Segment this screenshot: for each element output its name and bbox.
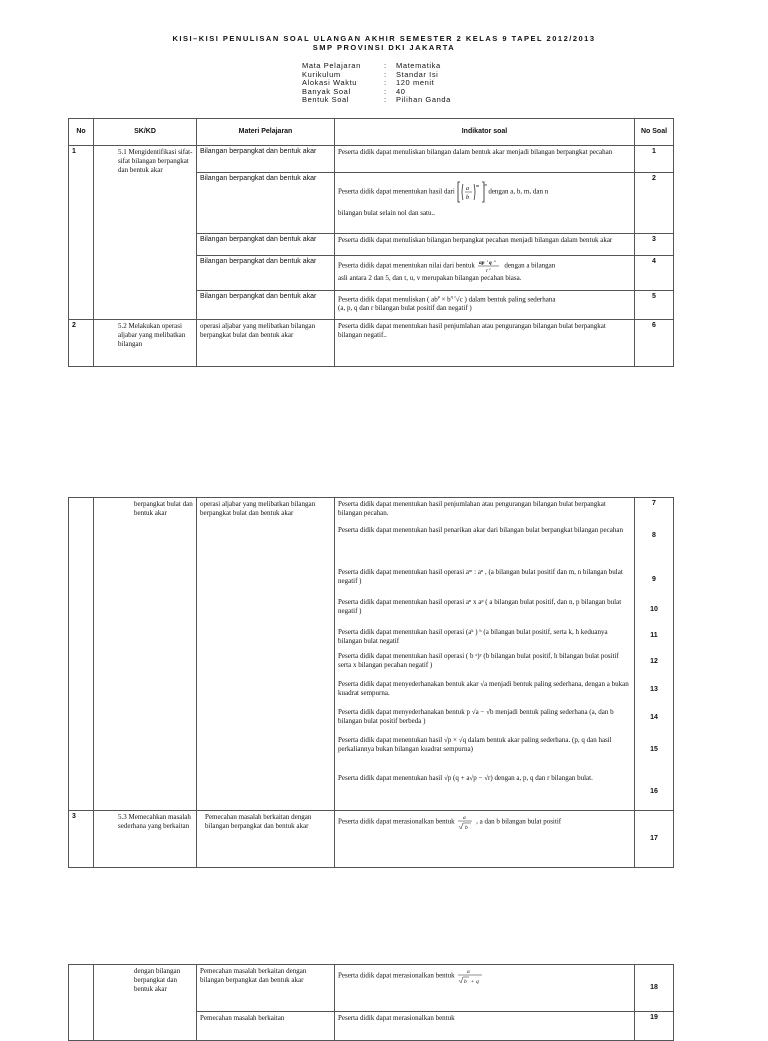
table-row: Pemecahan masalah berkaitan Peserta didik dapat merasionalkan bentuk 19 bbox=[69, 1012, 674, 1041]
formula-power-fraction bbox=[457, 181, 487, 203]
svg-text:v: v bbox=[488, 267, 491, 271]
table-row: 3 5.3 Memecahkan masalah sederhana yang berkaitan Pemecahan masalah berkaitan dengan bilangan berpangkat dan bentuk akar Peserta didik dapat merasionalkan bentuk a b , a dan b bilangan bulat positif 17 bbox=[69, 811, 674, 868]
table-row: Bilangan berpangkat dan bentuk akar Peserta didik dapat menuliskan bilangan berpangkat pecahan menjadi bilangan dalam bentuk akar 3 bbox=[69, 234, 674, 256]
svg-text:b: b bbox=[465, 195, 469, 201]
indikator-item: Peserta didik dapat menentukan hasil operasi (aᵏ ) ʰ (a bilangan bulat positif, serta k, h keduanya bilangan bulat negatif bbox=[338, 628, 608, 645]
svg-text:n: n bbox=[484, 182, 487, 187]
svg-text:a: a bbox=[463, 815, 467, 821]
indikator-item: Peserta didik dapat menentukan hasil √p (q + a√p − √r) dengan a, p, q dan r bilangan bulat. bbox=[338, 774, 593, 782]
indikator-item: Peserta didik dapat menentukan hasil penjumlahan atau pengurangan bilangan bulat berpangkat bilangan pecahan. bbox=[338, 500, 606, 517]
col-no-soal: No Soal bbox=[635, 119, 674, 146]
meta-row: Alokasi Waktu : 120 menit bbox=[302, 78, 435, 88]
formula-power-fraction-2 bbox=[477, 258, 503, 274]
indikator-item: Peserta didik dapat menentukan hasil penarikan akar dari bilangan bulat berpangkat bilangan pecahan bbox=[338, 526, 623, 534]
svg-text:a: a bbox=[467, 969, 471, 975]
svg-text:q: q bbox=[488, 260, 492, 266]
table-row: Bilangan berpangkat dan bentuk akar Peserta didik dapat menentukan hasil dari a b m n dengan a, b, m, dan n bilangan bulat selain nol dan satu.. 2 bbox=[69, 173, 674, 234]
table-row: 2 5.2 Melakukan operasi aljabar yang melibatkan bilangan operasi aljabar yang melibatkan bilangan berpangkat bulat dan bentuk akar Peserta didik dapat menentukan hasil penjumlahan atau pengurangan bilangan bulat berpangkat bilangan negatif.. 6 bbox=[69, 320, 674, 367]
svg-text:+: + bbox=[471, 979, 475, 985]
indikator-item: Peserta didik dapat menentukan hasil √p × √q dalam bentuk akar paling sederhana. (p, q dan hasil perkaliannya bukan bilangan kuadrat sempurna) bbox=[338, 736, 612, 753]
formula-a-over-sqrtb-plus-q bbox=[456, 967, 484, 985]
svg-text:b: b bbox=[465, 825, 469, 831]
meta-block bbox=[302, 62, 451, 105]
doc-subtitle: SMP PROVINSI DKI JAKARTA bbox=[312, 43, 456, 52]
meta-row: Bentuk Soal : Pilihan Ganda bbox=[302, 95, 451, 105]
svg-text:a: a bbox=[465, 186, 469, 192]
table-row: Bilangan berpangkat dan bentuk akar Peserta didik dapat menuliskan ( $ab^p \times b^q$ $^r$√c ) dalam bentuk paling sederhana (a, p, q dan r bilangan bulat positif dan negatif ) 5 bbox=[69, 291, 674, 320]
svg-text:b: b bbox=[464, 979, 468, 985]
meta-row: Mata Pelajaran : Matematika bbox=[302, 61, 441, 70]
indikator-item: Peserta didik dapat menentukan hasil operasi ( b ˣ)ʸ (b bilangan bulat positif, h bilangan bulat positif serta x bilangan pecahan negatif ) bbox=[338, 652, 619, 669]
indikator-item: Peserta didik dapat menentukan hasil operasi aⁿ x aᵖ ( a bilangan bulat positif, dan n, p bilangan bulat negatif ) bbox=[338, 598, 622, 615]
svg-text:q: q bbox=[476, 979, 480, 985]
table-header-row bbox=[69, 119, 674, 146]
kisi-table-3 bbox=[68, 964, 674, 1041]
col-indikator: Indikator soal bbox=[335, 119, 635, 146]
col-skkd: SK/KD bbox=[94, 119, 197, 146]
table-row: 1 5.1 Mengidentifikasi sifat-sifat bilangan berpangkat dan bentuk akar Bilangan berpangkat dan bentuk akar Peserta didik dapat menuliskan bilangan dalam bentuk akar menjadi bilangan berpangkat pecahan 1 bbox=[69, 146, 674, 173]
col-materi: Materi Pelajaran bbox=[197, 119, 335, 146]
svg-text:t: t bbox=[486, 259, 488, 263]
svg-text:r: r bbox=[485, 268, 488, 274]
svg-text:u: u bbox=[493, 259, 496, 263]
indikator-item: Peserta didik dapat menyederhanakan bentuk p √a − √b menjadi bentuk paling sederhana (a, dan b bilangan bulat positif berbeda ) bbox=[338, 708, 614, 725]
kisi-table-1 bbox=[68, 118, 674, 367]
kisi-table-2 bbox=[68, 497, 674, 868]
indikator-item: Peserta didik dapat menentukan hasil operasi aᵐ : aⁿ , (a bilangan bulat positif dan m, n bilangan bulat negatif ) bbox=[338, 568, 623, 585]
meta-row: Kurikulum : Standar Isi bbox=[302, 69, 439, 79]
formula-a-over-sqrt-b bbox=[456, 813, 474, 831]
svg-text:m: m bbox=[475, 183, 479, 188]
meta-row: Banyak Soal : 40 bbox=[302, 86, 406, 96]
indikator-item: Peserta didik dapat menyederhanakan bentuk akar √a menjadi bentuk paling sederhana, dengan a bukan kuadrat sempurna. bbox=[338, 680, 629, 697]
col-no: No bbox=[69, 119, 94, 146]
svg-text:ap: ap bbox=[478, 260, 485, 266]
table-row: dengan bilangan berpangkat dan bentuk akar Pemecahan masalah berkaitan dengan bilangan berpangkat dan bentuk akar Peserta didik dapat merasionalkan bentuk a b + q 18 bbox=[69, 965, 674, 1012]
doc-title: KISI–KISI PENULISAN SOAL ULANGAN AKHIR SEMESTER 2 KELAS 9 TAPEL 2012/2013 bbox=[172, 34, 596, 43]
table-row: berpangkat bulat dan bentuk akar operasi aljabar yang melibatkan bilangan berpangkat bulat dan bentuk akar Peserta didik dapat menentukan hasil penjumlahan atau pengurangan bilangan bulat berpangkat bilangan pecahan. Peserta didik dapat menentukan hasil penarikan akar dari bilangan bulat berpangkat bilangan pecahan Peserta didik dapat menentukan hasil operasi aᵐ : aⁿ , (a bilangan bulat positif dan m, n bilangan bulat negatif ) Peserta didik dapat menentukan hasil operasi aⁿ x aᵖ ( a bilangan bulat positif, dan n, p bilangan bulat negatif ) Peserta didik dapat menentukan hasil operasi (aᵏ ) ʰ (a bilangan bulat positif, serta k, h keduanya bilangan bulat negatif Peserta didik dapat menentukan hasil operasi ( b ˣ)ʸ (b bilangan bulat positif, h bilangan bulat positif serta x bilangan pecahan negatif ) Peserta didik dapat menyederhanakan bentuk akar √a menjadi bentuk paling sederhana, dengan a bukan kuadrat sempurna. Peserta didik dapat menyederhanakan bentuk p √a − √b menjadi bentuk paling sederhana (a, dan b bilangan bulat positif berbeda ) Peserta didik dapat menentukan hasil √p × √q dalam bentuk akar paling sederhana. (p, q dan hasil perkaliannya bukan bilangan kuadrat sempurna) Peserta didik dapat menentukan hasil √p (q + a√p − √r) dengan a, p, q dan r bilangan bulat. 7 8 9 10 11 12 13 14 15 16 bbox=[69, 498, 674, 811]
table-row: Bilangan berpangkat dan bentuk akar Peserta didik dapat menentukan nilai dari bentuk ap t q u r v dengan a bilangan asli antara 2 dan 5, dan t, u, v merupakan bilangan pecahan biasa. 4 bbox=[69, 256, 674, 291]
